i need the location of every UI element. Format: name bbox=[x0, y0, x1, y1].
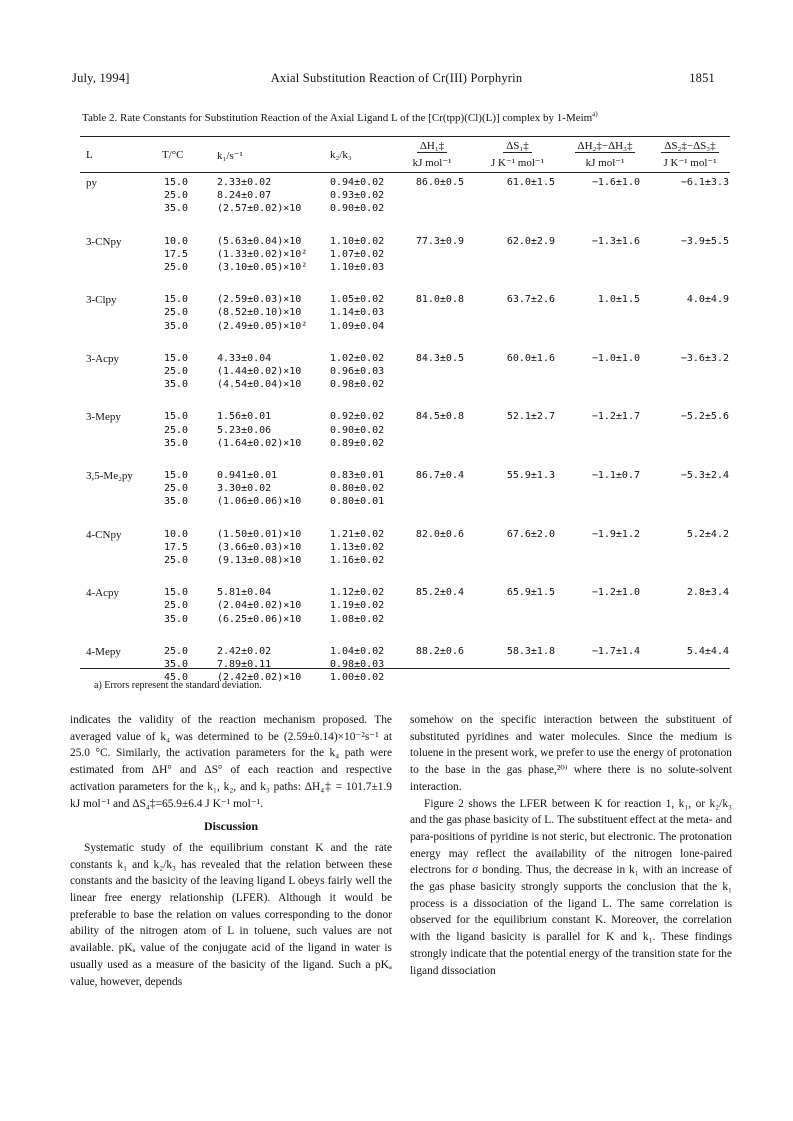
temperature-cell: 35.0 bbox=[164, 437, 189, 449]
col-header-L: L bbox=[86, 149, 93, 161]
k1-cell: 2.33±0.02 bbox=[217, 177, 272, 188]
k1-cell: (8.52±0.10)×10 bbox=[217, 307, 302, 319]
k2k3-cell: 1.07±0.02 bbox=[330, 248, 385, 260]
ddH-cell: −1.3±1.6 bbox=[591, 235, 640, 247]
temperature-cell: 35.0 bbox=[164, 496, 189, 508]
k1-cell: 1.56±0.01 bbox=[217, 411, 272, 423]
k2k3-cell: 1.09±0.04 bbox=[330, 320, 385, 332]
temperature-cell: 25.0 bbox=[164, 366, 189, 377]
k2k3-cell: 1.21±0.02 bbox=[330, 528, 385, 540]
k1-cell: 5.23±0.06 bbox=[217, 424, 272, 436]
k2k3-cell: 0.98±0.02 bbox=[330, 379, 385, 391]
col-header-ddS-unit: J K⁻¹ mol⁻¹ bbox=[663, 157, 717, 169]
ddH-cell: 1.0±1.5 bbox=[597, 294, 640, 306]
ligand-label: 4-Mepy bbox=[86, 645, 121, 658]
k1-cell: 0.941±0.01 bbox=[217, 470, 278, 481]
page-number: 1851 bbox=[689, 71, 715, 85]
k1-cell: (2.49±0.05)×10² bbox=[217, 320, 308, 332]
ddS-cell: −3.6±3.2 bbox=[680, 352, 729, 364]
dS-cell: 60.0±1.6 bbox=[506, 352, 555, 364]
dH-cell: 82.0±0.6 bbox=[415, 528, 464, 540]
paragraph: indicates the validity of the reaction mechanism proposed. The averaged value of k₄ was determined to be (2.59±0.14)×10⁻²s⁻¹ at 25.0 °C. Similarly, the activation parameters for the k₄ path were estimated from ΔH° and ΔS° of each reaction and respective activation parameters for the k₁, k₂, and k₃ paths: ΔH₄‡ = 101.7±1.9 kJ mol⁻¹ and ΔS₄‡=65.9±6.4 J K⁻¹ mol⁻¹. bbox=[70, 714, 392, 810]
temperature-cell: 15.0 bbox=[164, 470, 189, 481]
table-caption bbox=[82, 112, 722, 124]
dS-cell: 58.3±1.8 bbox=[506, 645, 555, 657]
paragraph: somehow on the specific interaction between the substituent of substituted pyridines and water molecules. Since the medium is toluene in the present work, we prefer to use the energy of protonation to the base in the gas phase,²⁰⁾ where there is no solute-solvent interaction. bbox=[410, 714, 732, 793]
k2k3-cell: 1.16±0.02 bbox=[330, 555, 385, 566]
col-header-k2k3: k₂/k₃ bbox=[330, 149, 352, 161]
k2k3-cell: 0.80±0.02 bbox=[330, 483, 385, 495]
temperature-cell: 35.0 bbox=[164, 613, 189, 625]
temperature-cell: 25.0 bbox=[164, 600, 189, 612]
k2k3-cell: 1.10±0.03 bbox=[330, 262, 385, 273]
ligand-label: 3-Mepy bbox=[86, 411, 121, 424]
dH-cell: 77.3±0.9 bbox=[415, 235, 464, 247]
temperature-cell: 35.0 bbox=[164, 659, 189, 670]
dS-cell: 52.1±2.7 bbox=[506, 411, 555, 423]
section-heading: Discussion bbox=[203, 819, 259, 834]
k1-cell: (3.66±0.03)×10 bbox=[217, 541, 302, 553]
col-header-dS-unit: J K⁻¹ mol⁻¹ bbox=[490, 157, 545, 169]
col-header-dS bbox=[470, 140, 565, 153]
dS-symbol: ΔS₁‡ bbox=[503, 140, 532, 153]
temperature-cell: 35.0 bbox=[164, 379, 189, 391]
temperature-cell: 25.0 bbox=[164, 424, 189, 436]
col-header-dH-unit: kJ mol⁻¹ bbox=[412, 157, 452, 169]
temperature-cell: 10.0 bbox=[164, 235, 189, 247]
temperature-cell: 25.0 bbox=[164, 555, 189, 566]
ddS-cell: 5.2±4.2 bbox=[686, 528, 729, 540]
temperature-cell: 25.0 bbox=[164, 262, 189, 273]
k2k3-cell: 0.98±0.03 bbox=[330, 659, 385, 670]
dH-cell: 88.2±0.6 bbox=[415, 645, 464, 657]
dS-cell: 67.6±2.0 bbox=[506, 528, 555, 540]
col-header-ddS bbox=[645, 140, 735, 153]
k1-cell: (1.44±0.02)×10 bbox=[217, 366, 302, 377]
ddS-cell: −5.3±2.4 bbox=[680, 470, 729, 481]
temperature-cell: 10.0 bbox=[164, 528, 189, 540]
table-header-rule bbox=[80, 172, 730, 173]
ddS-cell: 4.0±4.9 bbox=[686, 294, 729, 306]
k1-cell: 7.89±0.11 bbox=[217, 659, 272, 670]
temperature-cell: 45.0 bbox=[164, 672, 189, 684]
running-header-title: Axial Substitution Reaction of Cr(III) Porphyrin bbox=[270, 71, 523, 85]
ligand-label: 4-Acpy bbox=[86, 587, 119, 600]
k1-cell: (1.64±0.02)×10 bbox=[217, 437, 302, 449]
table-footnote: a) Errors represent the standard deviation. bbox=[94, 680, 262, 691]
temperature-cell: 15.0 bbox=[164, 587, 189, 599]
k2k3-cell: 1.14±0.03 bbox=[330, 307, 385, 319]
k1-cell: (1.33±0.02)×10² bbox=[217, 248, 308, 260]
k1-cell: (1.50±0.01)×10 bbox=[217, 528, 302, 540]
col-header-T: T/°C bbox=[162, 149, 184, 161]
dS-cell: 63.7±2.6 bbox=[506, 294, 555, 306]
dS-cell: 65.9±1.5 bbox=[506, 587, 555, 599]
k2k3-cell: 0.83±0.01 bbox=[330, 470, 385, 481]
k2k3-cell: 0.90±0.02 bbox=[330, 203, 385, 215]
paragraph: Systematic study of the equilibrium constant K and the rate constants k₁ and k₂/k₃ has revealed that the relation between these constants and the basicity of the leaving ligand L obeys fairly well the linear free energy relationship (LFER). Although it would be preferable to base the relation on values corresponding to the donor ability of the nitrogen atom of L in toluene, such values are not available. pKₐ value of the conjugate acid of the ligand in water is usually used as a measure of the basicity of the ligand. Such a pKₐ value, however, depends bbox=[70, 841, 392, 988]
ddS-cell: 2.8±3.4 bbox=[686, 587, 729, 599]
k2k3-cell: 0.80±0.01 bbox=[330, 496, 385, 508]
k2k3-cell: 1.05±0.02 bbox=[330, 294, 385, 306]
ddS-cell: −3.9±5.5 bbox=[680, 235, 729, 247]
paragraph: Figure 2 shows the LFER between K for reaction 1, k₁, or k₂/k₃ and the gas phase basicity of L. The substituent effect at the meta- and para-positions of pyridine is not steric, but electronic. The protonation energy may reflect the availability of the nitrogen lone-paired electrons for σ bonding. Thus, the decrease in k₁ with an increase of the gas phase basicity strongly supports the conclusion that the k₁ process is a dissociation of the ligand L. The same correlation is observed for the equilibrium constant K. Moreover, the correlation with the ligand basicity is parallel for K and k₁. These findings strongly indicate that the potential energy of the transition state for the ligand dissociation bbox=[410, 797, 732, 977]
temperature-cell: 25.0 bbox=[164, 307, 189, 319]
temperature-cell: 17.5 bbox=[164, 541, 189, 553]
temperature-cell: 15.0 bbox=[164, 294, 189, 306]
k1-cell: 2.42±0.02 bbox=[217, 645, 272, 657]
k1-cell: (2.04±0.02)×10 bbox=[217, 600, 302, 612]
dH-cell: 84.3±0.5 bbox=[415, 352, 464, 364]
dS-cell: 55.9±1.3 bbox=[506, 470, 555, 481]
col-header-k1: k₁/s⁻¹ bbox=[217, 150, 243, 162]
temperature-cell: 17.5 bbox=[164, 248, 189, 260]
ddH-cell: −1.2±1.7 bbox=[591, 411, 640, 423]
rate-constant-table bbox=[80, 136, 730, 684]
ligand-label: 3-Acpy bbox=[86, 352, 119, 365]
temperature-cell: 25.0 bbox=[164, 483, 189, 495]
ddS-cell: 5.4±4.4 bbox=[686, 645, 729, 657]
k1-cell: (6.25±0.06)×10 bbox=[217, 613, 302, 625]
k2k3-cell: 1.00±0.02 bbox=[330, 672, 385, 684]
dH-cell: 86.7±0.4 bbox=[415, 470, 464, 481]
temperature-cell: 35.0 bbox=[164, 203, 189, 215]
k1-cell: (9.13±0.08)×10 bbox=[217, 555, 302, 566]
k2k3-cell: 0.96±0.03 bbox=[330, 366, 385, 377]
k1-cell: (1.06±0.06)×10 bbox=[217, 496, 302, 508]
ddH-cell: −1.1±0.7 bbox=[591, 470, 640, 481]
caption-text: Table 2. Rate Constants for Substitution Reaction of the Axial Ligand L of the [Cr(tpp)(Cl)(L)] complex by 1-Meim bbox=[82, 112, 593, 124]
ligand-label: py bbox=[86, 177, 97, 189]
dS-cell: 61.0±1.5 bbox=[506, 177, 555, 188]
k2k3-cell: 1.10±0.02 bbox=[330, 235, 385, 247]
dH-cell: 84.5±0.8 bbox=[415, 411, 464, 423]
temperature-cell: 15.0 bbox=[164, 352, 189, 364]
k2k3-cell: 0.90±0.02 bbox=[330, 424, 385, 436]
temperature-cell: 15.0 bbox=[164, 411, 189, 423]
k1-cell: 5.81±0.04 bbox=[217, 587, 272, 599]
caption-footnote-mark: a) bbox=[592, 110, 598, 118]
k1-cell: (2.42±0.02)×10 bbox=[217, 672, 302, 684]
dS-cell: 62.0±2.9 bbox=[506, 235, 555, 247]
k1-cell: (2.57±0.02)×10 bbox=[217, 203, 302, 215]
ddS-symbol: ΔS₂‡−ΔS₃‡ bbox=[661, 140, 718, 153]
ddS-cell: −6.1±3.3 bbox=[680, 177, 729, 188]
temperature-cell: 15.0 bbox=[164, 177, 189, 188]
k1-cell: 4.33±0.04 bbox=[217, 352, 272, 364]
col-header-ddH bbox=[560, 140, 650, 153]
k2k3-cell: 1.04±0.02 bbox=[330, 645, 385, 657]
k2k3-cell: 1.12±0.02 bbox=[330, 587, 385, 599]
col-header-ddH-unit: kJ mol⁻¹ bbox=[585, 157, 625, 169]
dH-cell: 86.0±0.5 bbox=[415, 177, 464, 188]
k1-cell: (4.54±0.04)×10 bbox=[217, 379, 302, 391]
ligand-label: 3-CNpy bbox=[86, 235, 122, 248]
ligand-label: 3,5-Me₂py bbox=[86, 470, 133, 482]
col-header-dH bbox=[392, 140, 472, 153]
temperature-cell: 25.0 bbox=[164, 190, 189, 202]
left-text-column bbox=[70, 712, 392, 990]
dH-cell: 85.2±0.4 bbox=[415, 587, 464, 599]
ddS-cell: −5.2±5.6 bbox=[680, 411, 729, 423]
k2k3-cell: 1.08±0.02 bbox=[330, 613, 385, 625]
k2k3-cell: 1.19±0.02 bbox=[330, 600, 385, 612]
k2k3-cell: 1.02±0.02 bbox=[330, 352, 385, 364]
ddH-cell: −1.0±1.0 bbox=[591, 352, 640, 364]
k2k3-cell: 0.94±0.02 bbox=[330, 177, 385, 188]
k1-cell: (3.10±0.05)×10² bbox=[217, 262, 308, 273]
ddH-symbol: ΔH₂‡−ΔH₃‡ bbox=[575, 140, 636, 153]
k1-cell: 3.30±0.02 bbox=[217, 483, 272, 495]
temperature-cell: 25.0 bbox=[164, 645, 189, 657]
k2k3-cell: 0.92±0.02 bbox=[330, 411, 385, 423]
ddH-cell: −1.2±1.0 bbox=[591, 587, 640, 599]
k2k3-cell: 0.93±0.02 bbox=[330, 190, 385, 202]
ddH-cell: −1.6±1.0 bbox=[591, 177, 640, 188]
right-text-column bbox=[410, 712, 732, 979]
running-header-date: July, 1994] bbox=[72, 71, 130, 85]
k2k3-cell: 1.13±0.02 bbox=[330, 541, 385, 553]
k1-cell: 8.24±0.07 bbox=[217, 190, 272, 202]
temperature-cell: 35.0 bbox=[164, 320, 189, 332]
k1-cell: (5.63±0.04)×10 bbox=[217, 235, 302, 247]
ddH-cell: −1.7±1.4 bbox=[591, 645, 640, 657]
table-top-rule bbox=[80, 136, 730, 137]
dH-cell: 81.0±0.8 bbox=[415, 294, 464, 306]
k1-cell: (2.59±0.03)×10 bbox=[217, 294, 302, 306]
ddH-cell: −1.9±1.2 bbox=[591, 528, 640, 540]
k2k3-cell: 0.89±0.02 bbox=[330, 437, 385, 449]
ligand-label: 3-Clpy bbox=[86, 294, 117, 307]
dH-symbol: ΔH₁‡ bbox=[417, 140, 447, 153]
ligand-label: 4-CNpy bbox=[86, 528, 122, 541]
